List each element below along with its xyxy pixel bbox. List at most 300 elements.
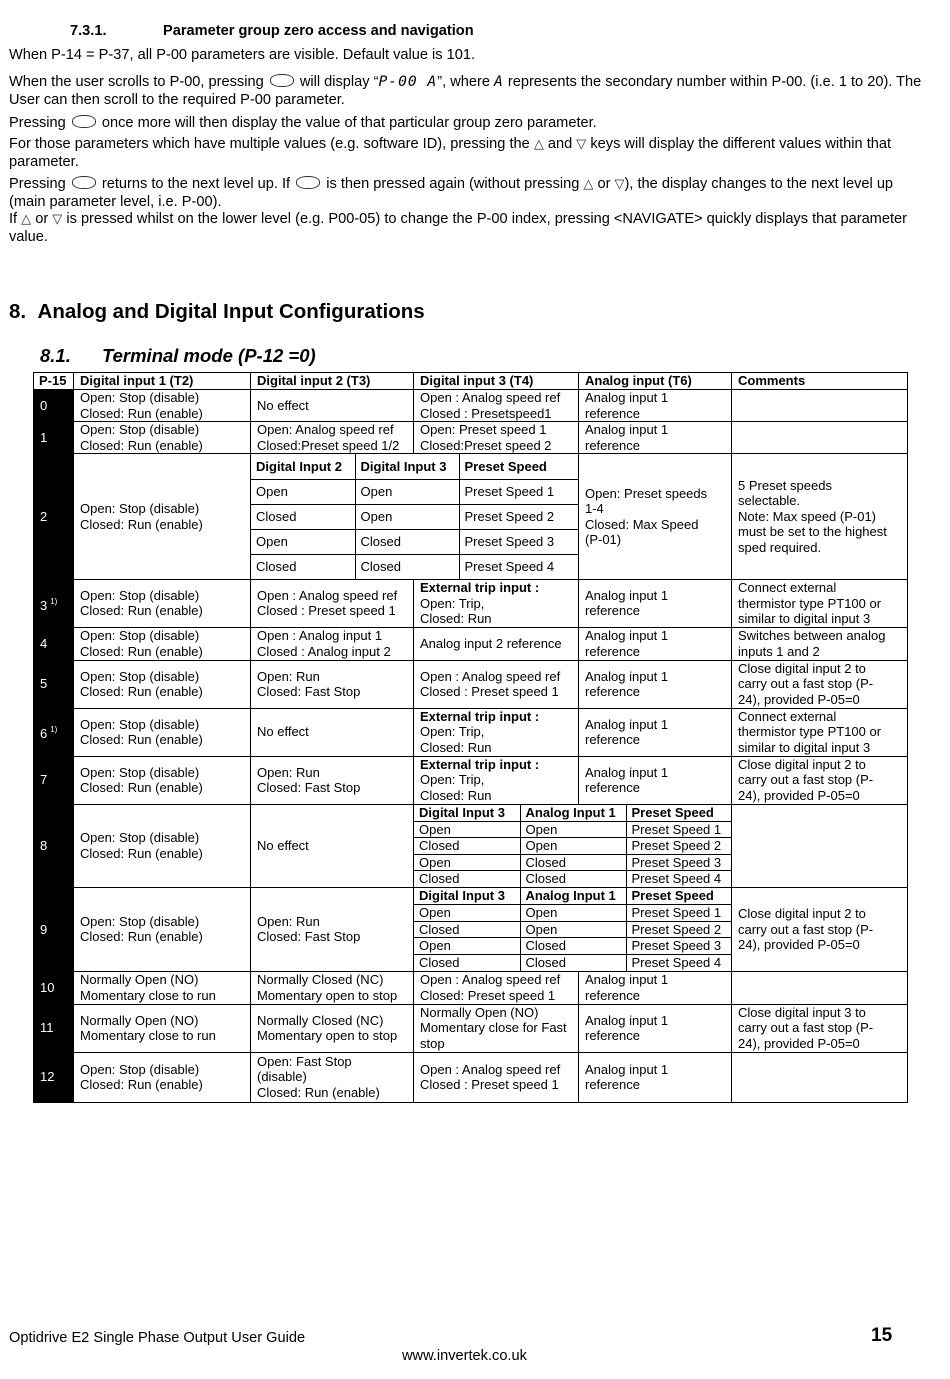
sub-cell: Open <box>520 921 626 938</box>
text: carry out a fast stop (P- <box>738 772 874 788</box>
sub-cell: Closed <box>251 504 355 529</box>
sub-cell: Closed <box>520 954 626 971</box>
text: 3 <box>40 597 48 613</box>
sub-header: Preset Speed <box>626 888 731 905</box>
text: carry out a fast stop (P- <box>738 676 874 692</box>
table-row <box>34 1004 908 1052</box>
table-row <box>34 390 908 422</box>
text: Normally Closed (NC) <box>257 972 384 987</box>
text: Closed : Preset speed 1 <box>257 603 396 619</box>
digital-input-1-cell <box>74 708 251 756</box>
text: and <box>547 136 573 152</box>
p15-value <box>34 971 74 1004</box>
subsection-number: 7.3.1. <box>70 23 107 39</box>
text: When the user scrolls to P-00, pressing <box>9 74 264 90</box>
text: 5 <box>40 676 48 692</box>
comments-cell <box>732 888 908 972</box>
digital-input-1-cell <box>74 580 251 628</box>
footer-guide-title: Optidrive E2 Single Phase Output User Guide <box>9 1330 306 1346</box>
preset-speed-subtable <box>414 888 731 971</box>
sub-cell: Closed <box>520 938 626 955</box>
text: 11 <box>40 1020 54 1036</box>
text: reference <box>585 732 640 747</box>
text: selectable. <box>738 493 801 509</box>
p15-value <box>34 804 74 888</box>
sub-header: Digital Input 3 <box>414 805 520 822</box>
preset-speed-subtable-cell <box>251 454 579 580</box>
digital-input-2-cell: No effect <box>251 708 414 756</box>
text: Open: Analog speed ref <box>257 422 394 437</box>
p15-value <box>34 1004 74 1052</box>
table-row <box>34 580 908 628</box>
text: reference <box>585 684 640 699</box>
text: 1-4 <box>585 501 604 516</box>
text: Analog input 1 <box>585 716 669 732</box>
text: Analog input 1 <box>585 668 669 684</box>
down-arrow-key-icon: ▽ <box>52 211 63 226</box>
header-analog-input: Analog input (T6) <box>579 373 732 390</box>
text: Open: Stop (disable) <box>80 501 200 516</box>
text: For those parameters which have multiple values (e.g. software ID), pressing the <box>9 136 530 152</box>
sub-cell: Open <box>414 821 520 838</box>
analog-input-cell <box>579 390 732 422</box>
text: Analog input 1 <box>585 1012 669 1028</box>
text: thermistor type PT100 or <box>738 595 882 611</box>
text: 24), provided P-05=0 <box>738 691 860 707</box>
text: carry out a fast stop (P- <box>738 1020 874 1036</box>
text: Closed: Max Speed <box>585 516 699 532</box>
digital-input-1-cell <box>74 971 251 1004</box>
footnote-marker: 1) <box>50 725 58 735</box>
digital-input-1-cell <box>74 804 251 888</box>
comments-cell <box>732 390 908 422</box>
digital-input-2-cell <box>251 580 414 628</box>
sub-cell: Preset Speed 3 <box>459 529 578 554</box>
text: Open: Run <box>257 913 320 929</box>
digital-input-1-cell <box>74 756 251 804</box>
digital-input-3-cell <box>414 708 579 756</box>
sub-cell: Preset Speed 3 <box>626 938 731 955</box>
digital-input-1-cell <box>74 627 251 660</box>
text: Connect external <box>738 580 837 595</box>
analog-input-cell <box>579 627 732 660</box>
comments-cell <box>732 580 908 628</box>
text: inputs 1 and 2 <box>738 643 820 659</box>
analog-input-cell <box>579 454 732 580</box>
digital-input-2-cell <box>251 660 414 708</box>
paragraph-3 <box>9 114 924 132</box>
text: ), the display changes to the next level up (main parameter level, i.e. P-00). <box>9 176 894 210</box>
analog-input-cell <box>579 1004 732 1052</box>
sub-cell: Open <box>251 529 355 554</box>
text: Open: Preset speeds <box>585 485 708 501</box>
analog-input-cell <box>579 971 732 1004</box>
sub-header: Preset Speed <box>459 454 578 479</box>
digital-input-1-cell <box>74 888 251 972</box>
sub-header: Digital Input 2 <box>251 454 355 479</box>
table-row <box>34 804 908 888</box>
sub-cell: Preset Speed 4 <box>626 954 731 971</box>
text: Normally Open (NO) <box>420 1004 539 1020</box>
text: Closed: Run (enable) <box>257 1084 380 1100</box>
sub-header: Analog Input 1 <box>520 805 626 822</box>
preset-speed-subtable <box>414 805 731 888</box>
footer-url: www.invertek.co.uk <box>402 1348 527 1364</box>
comments-cell <box>732 971 908 1004</box>
digital-input-3-cell <box>414 580 579 628</box>
sub-cell: Closed <box>414 954 520 971</box>
text: Open : Analog input 1 <box>257 628 383 643</box>
text: Closed: Run (enable) <box>80 684 203 699</box>
text: 12 <box>40 1069 55 1085</box>
footnote-marker: 1) <box>50 596 58 606</box>
digital-input-2-cell <box>251 888 414 972</box>
analog-input-cell <box>579 660 732 708</box>
terminal-mode-table <box>33 372 908 1103</box>
p15-value <box>34 627 74 660</box>
display-readout: P-00 A <box>378 73 438 90</box>
table-row <box>34 660 908 708</box>
text: reference <box>585 405 640 421</box>
digital-input-3-cell <box>414 422 579 454</box>
text: Open: Stop (disable) <box>80 587 200 603</box>
sub-cell: Open <box>355 504 459 529</box>
text: Closed:Preset speed 2 <box>420 437 552 453</box>
text: Analog input 1 <box>585 764 669 780</box>
text: Open: Stop (disable) <box>80 764 200 780</box>
text: Momentary open to stop <box>257 1028 398 1043</box>
preset-speed-subtable <box>251 454 578 579</box>
text: sped required. <box>738 539 822 555</box>
sub-cell: Preset Speed 2 <box>626 838 731 855</box>
text: Closed:Preset speed 1/2 <box>257 437 400 453</box>
text: Momentary close to run <box>80 987 216 1003</box>
p15-value <box>34 580 74 628</box>
digital-input-3-cell <box>414 660 579 708</box>
table-row <box>34 756 908 804</box>
text: 0 <box>40 397 48 413</box>
up-arrow-key-icon: △ <box>533 136 544 151</box>
header-comments: Comments <box>732 373 908 390</box>
sub-cell: Preset Speed 1 <box>459 479 578 504</box>
paragraph-4 <box>9 135 924 171</box>
digital-input-3-cell: Analog input 2 reference <box>414 627 579 660</box>
subsection-number: 8.1. <box>40 345 71 366</box>
analog-input-cell <box>579 708 732 756</box>
text: Open: Run <box>257 668 320 684</box>
header-digital-input-3: Digital input 3 (T4) <box>414 373 579 390</box>
sub-cell: Preset Speed 1 <box>626 821 731 838</box>
text: Closed: Run <box>420 611 492 626</box>
text: Note: Max speed (P-01) <box>738 508 877 524</box>
p15-value <box>34 660 74 708</box>
digital-input-1-cell <box>74 454 251 580</box>
analog-input-cell <box>579 1052 732 1102</box>
text: 24), provided P-05=0 <box>738 937 860 952</box>
page-number: 15 <box>871 1325 893 1346</box>
digital-input-2-cell <box>251 971 414 1004</box>
sub-cell: Closed <box>520 871 626 888</box>
table-row <box>34 1052 908 1102</box>
text: Closed: Run (enable) <box>80 1077 203 1092</box>
sub-cell: Closed <box>414 921 520 938</box>
comments-cell <box>732 1052 908 1102</box>
text: Open: Preset speed 1 <box>420 422 547 437</box>
text: Closed : Preset speed 1 <box>420 684 559 699</box>
text: Switches between analog <box>738 628 886 643</box>
text: reference <box>585 987 640 1003</box>
text: 24), provided P-05=0 <box>738 787 860 803</box>
text: keys will display the different values within that parameter. <box>9 136 892 170</box>
digital-input-2-cell <box>251 1052 414 1102</box>
header-digital-input-1: Digital input 1 (T2) <box>74 373 251 390</box>
text: Open: Trip, <box>420 724 485 740</box>
down-arrow-key-icon: ▽ <box>614 176 625 191</box>
text: Closed: Run <box>420 787 492 803</box>
text: Closed: Run (enable) <box>80 437 203 453</box>
text: Closed: Run (enable) <box>80 643 203 659</box>
navigate-key-icon <box>296 176 320 189</box>
text: Closed : Analog input 2 <box>257 643 391 659</box>
text: Pressing <box>9 115 66 131</box>
text: Closed: Fast Stop <box>257 684 361 699</box>
text: Closed: Run <box>420 739 492 755</box>
text: 4 <box>40 635 48 651</box>
text: Open: Stop (disable) <box>80 422 200 437</box>
text: Open: Stop (disable) <box>80 628 200 643</box>
text: Open: Trip, <box>420 595 485 611</box>
text: is pressed whilst on the lower level (e.g. P00-05) to change the P-00 index, pressing <NAVIGATE> quickly displays that parameter value. <box>9 211 907 245</box>
digital-input-2-cell <box>251 1004 414 1052</box>
text: 24), provided P-05=0 <box>738 1035 860 1051</box>
table-row <box>34 971 908 1004</box>
paragraph-1 <box>9 46 924 64</box>
sub-cell: Preset Speed 1 <box>626 905 731 922</box>
text: Analog input 1 <box>585 628 669 643</box>
header-p15: P-15 <box>34 373 74 390</box>
header-digital-input-2: Digital input 2 (T3) <box>251 373 414 390</box>
text: Closed: Run (enable) <box>80 516 203 532</box>
down-arrow-key-icon: ▽ <box>576 136 587 151</box>
text: 2 <box>40 508 48 524</box>
text: will display “ <box>299 74 379 90</box>
text: Open: Trip, <box>420 772 485 788</box>
section-heading <box>9 300 425 324</box>
navigate-key-icon <box>270 74 294 87</box>
analog-input-cell <box>579 756 732 804</box>
p15-value <box>34 454 74 580</box>
text: similar to digital input 3 <box>738 739 871 755</box>
section-number: 8. <box>9 300 27 323</box>
text: Closed: Run (enable) <box>80 929 203 945</box>
sub-cell: Open <box>520 905 626 922</box>
navigate-key-icon <box>72 176 96 189</box>
text: Analog input 1 <box>585 390 669 405</box>
text: Open: Stop (disable) <box>80 830 200 846</box>
digital-input-3-cell <box>414 971 579 1004</box>
text: When P-14 = P-37, all P-00 parameters are visible. Default value is 101. <box>9 47 476 63</box>
text: Close digital input 2 to <box>738 906 866 921</box>
digital-input-2-cell: No effect <box>251 390 414 422</box>
table-row <box>34 627 908 660</box>
digital-input-2-cell <box>251 756 414 804</box>
sub-cell: Open <box>251 479 355 504</box>
text: returns to the next level up. If <box>101 176 291 192</box>
text: Open : Analog speed ref <box>420 390 561 405</box>
paragraph-5 <box>9 175 924 211</box>
comments-cell <box>732 804 908 888</box>
text: Open: Stop (disable) <box>80 1061 200 1077</box>
preset-speed-subtable-cell <box>414 888 732 972</box>
sub-cell: Preset Speed 4 <box>626 871 731 888</box>
text: Closed: Preset speed 1 <box>420 987 556 1003</box>
comments-cell <box>732 422 908 454</box>
sub-header: Analog Input 1 <box>520 888 626 905</box>
analog-input-cell <box>579 422 732 454</box>
sub-cell: Open <box>414 905 520 922</box>
text: Open : Analog speed ref <box>420 668 561 684</box>
text: reference <box>585 437 640 453</box>
comments-cell <box>732 454 908 580</box>
table-row <box>34 708 908 756</box>
subsection-title: Terminal mode (P-12 =0) <box>102 345 316 366</box>
digital-input-1-cell <box>74 1004 251 1052</box>
navigate-key-icon <box>72 115 96 128</box>
comments-cell <box>732 627 908 660</box>
text: reference <box>585 1077 640 1092</box>
text: represents the secondary number within P-00. (i.e. 1 to 20). The User can then scroll to the required P-00 parameter. <box>9 74 922 108</box>
text: Close digital input 3 to <box>738 1004 866 1020</box>
text: 1 <box>40 429 48 445</box>
digital-input-2-cell <box>251 627 414 660</box>
text: Closed: Run (enable) <box>80 732 203 747</box>
sub-cell: Closed <box>355 529 459 554</box>
digital-input-3-cell <box>414 1052 579 1102</box>
digital-input-1-cell <box>74 422 251 454</box>
text: Normally Open (NO) <box>80 972 199 987</box>
paragraph-6 <box>9 210 924 246</box>
digital-input-2-cell: No effect <box>251 804 414 888</box>
sub-cell: Open <box>520 838 626 855</box>
sub-cell: Open <box>355 479 459 504</box>
text: 9 <box>40 921 48 937</box>
sub-header: Digital Input 3 <box>414 888 520 905</box>
text: Close digital input 2 to <box>738 660 866 676</box>
text: Momentary close to run <box>80 1028 216 1043</box>
text: reference <box>585 643 640 659</box>
text: (disable) <box>257 1069 307 1085</box>
text: Pressing <box>9 176 66 192</box>
text: Closed: Run (enable) <box>80 845 203 861</box>
digital-input-3-cell <box>414 1004 579 1052</box>
text: Momentary open to stop <box>257 987 398 1003</box>
text: or <box>35 211 49 227</box>
sub-cell: Open <box>414 938 520 955</box>
analog-input-cell <box>579 580 732 628</box>
text: Open : Analog speed ref <box>257 587 398 603</box>
text: is then pressed again (without pressing <box>326 176 580 192</box>
digital-input-1-cell <box>74 660 251 708</box>
digital-input-1-cell <box>74 390 251 422</box>
comments-cell <box>732 708 908 756</box>
text: If <box>9 211 18 227</box>
text: (P-01) <box>585 532 622 547</box>
sub-cell: Preset Speed 4 <box>459 554 578 579</box>
sub-cell: Closed <box>414 838 520 855</box>
sub-header: Preset Speed <box>626 805 731 822</box>
p15-value <box>34 1052 74 1102</box>
comments-cell <box>732 1004 908 1052</box>
text: or <box>597 176 611 192</box>
text: ”, where <box>437 74 490 90</box>
text: Analog input 1 <box>585 422 669 437</box>
text: Open: Stop (disable) <box>80 668 200 684</box>
sub-cell: Preset Speed 2 <box>626 921 731 938</box>
text: 10 <box>40 979 55 995</box>
p15-value <box>34 756 74 804</box>
sub-cell: Preset Speed 2 <box>459 504 578 529</box>
text: once more will then display the value of that particular group zero parameter. <box>101 115 597 131</box>
digital-input-1-cell <box>74 1052 251 1102</box>
text: similar to digital input 3 <box>738 611 871 626</box>
text: Open: Stop (disable) <box>80 913 200 929</box>
text: 6 <box>40 726 48 742</box>
table-row <box>34 888 908 972</box>
sub-cell: Closed <box>355 554 459 579</box>
sub-cell: Open <box>414 854 520 871</box>
text: External trip input : <box>420 580 540 595</box>
text: External trip input : <box>420 756 540 772</box>
digital-input-3-cell <box>414 390 579 422</box>
p15-value <box>34 888 74 972</box>
text: Closed : Presetspeed1 <box>420 405 552 421</box>
text: Open: Stop (disable) <box>80 716 200 732</box>
text: Momentary close for Fast <box>420 1020 567 1036</box>
text: Closed: Fast Stop <box>257 780 361 795</box>
text: Analog input 1 <box>585 972 669 987</box>
sub-cell: Preset Speed 3 <box>626 854 731 871</box>
p15-value <box>34 390 74 422</box>
section-title: Analog and Digital Input Configurations <box>37 300 425 323</box>
text: Open: Fast Stop <box>257 1053 352 1069</box>
paragraph-2 <box>9 73 924 109</box>
p15-value <box>34 708 74 756</box>
text: Analog input 1 <box>585 587 669 603</box>
text: Open : Analog speed ref <box>420 972 561 987</box>
sub-header: Digital Input 3 <box>355 454 459 479</box>
text: External trip input : <box>420 708 540 724</box>
text: Closed: Run (enable) <box>80 780 203 795</box>
text: 7 <box>40 772 48 788</box>
table-header-row <box>34 373 908 390</box>
sub-cell: Closed <box>414 871 520 888</box>
text: stop <box>420 1035 445 1051</box>
text: Closed: Run (enable) <box>80 405 203 421</box>
table-row <box>34 454 908 580</box>
text: Close digital input 2 to <box>738 756 866 772</box>
text: carry out a fast stop (P- <box>738 921 874 937</box>
text: Normally Closed (NC) <box>257 1012 384 1028</box>
comments-cell <box>732 756 908 804</box>
comments-cell <box>732 660 908 708</box>
text: Connect external <box>738 708 837 724</box>
sub-cell: Closed <box>251 554 355 579</box>
text: 5 Preset speeds <box>738 477 832 493</box>
display-letter: A <box>494 73 504 90</box>
text: Open : Analog speed ref <box>420 1061 561 1077</box>
subsection-title: Parameter group zero access and navigation <box>163 23 474 39</box>
up-arrow-key-icon: △ <box>583 176 594 191</box>
